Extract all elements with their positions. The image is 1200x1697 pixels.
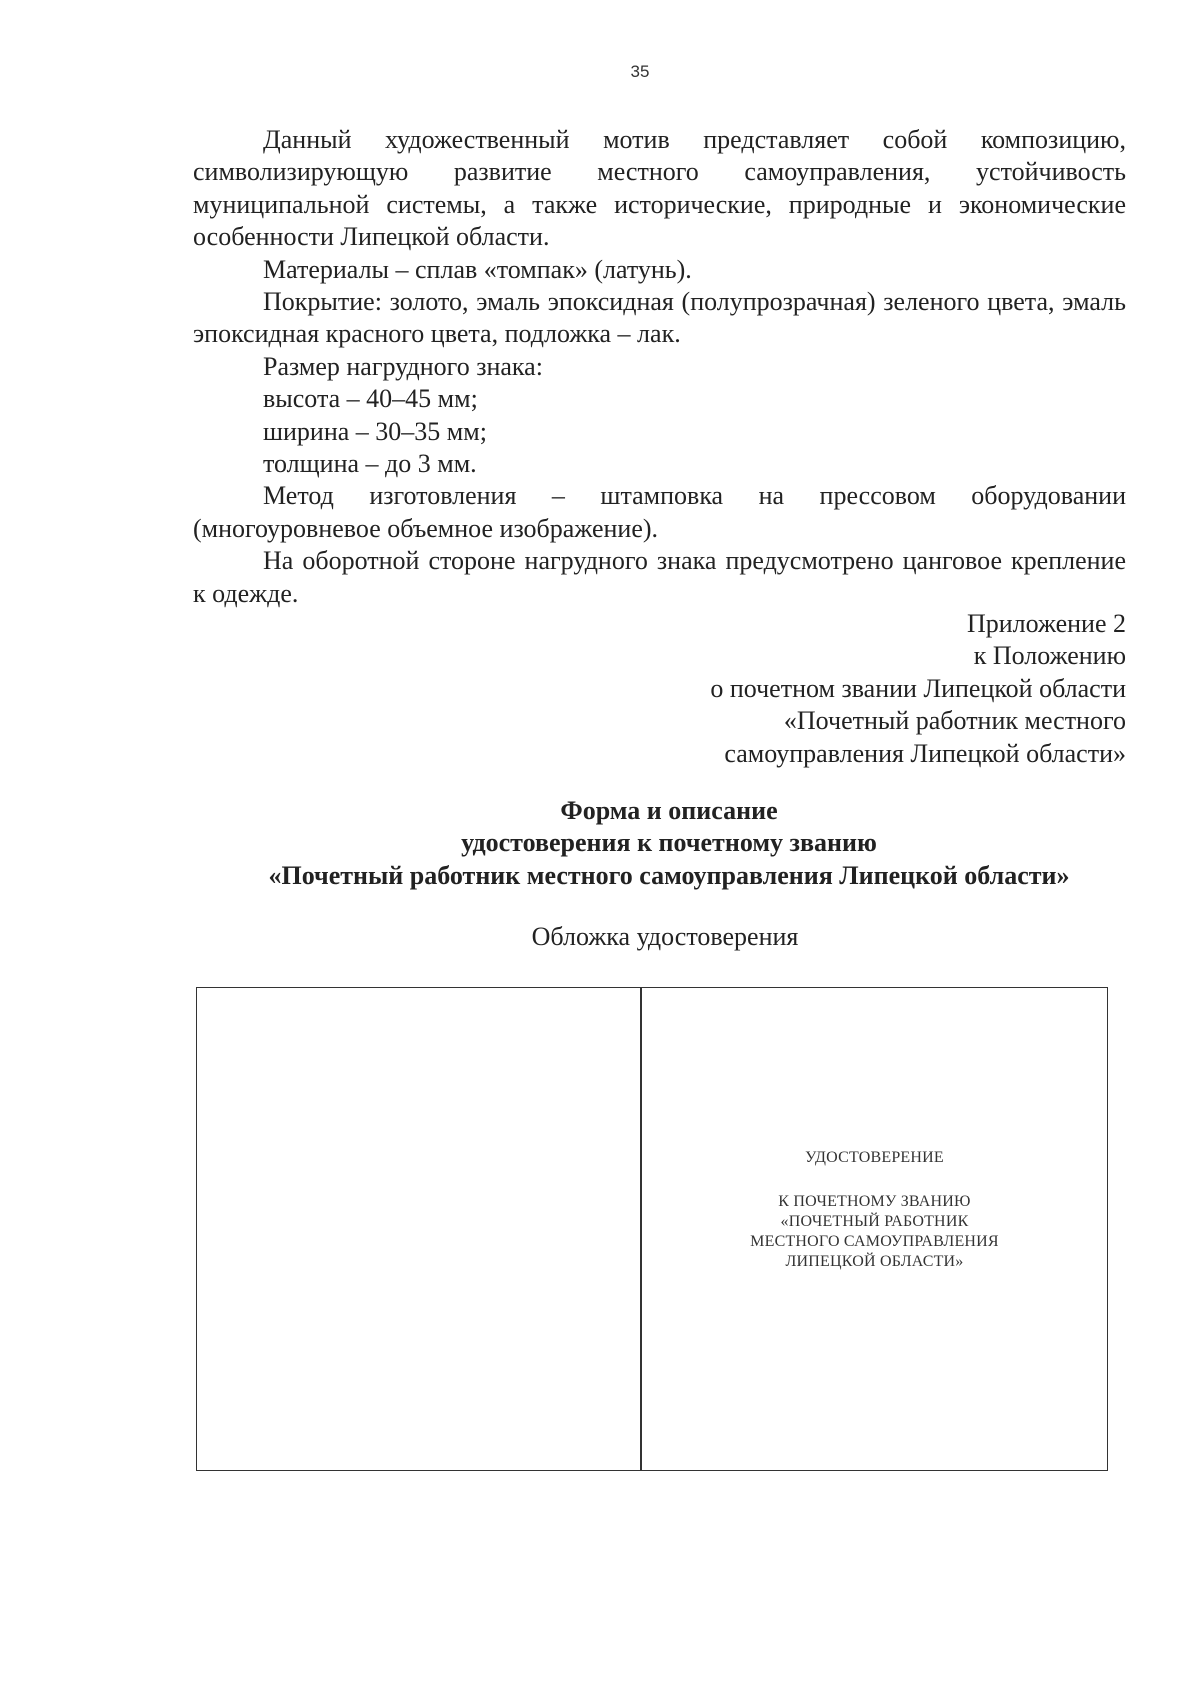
heading-line: удостоверения к почетному званию — [461, 828, 877, 858]
section-heading — [0, 795, 1200, 892]
cover-caption: Обложка удостоверения — [531, 922, 799, 951]
appendix-line: к Положению — [973, 641, 1126, 671]
heading-line: Форма и описание — [560, 796, 778, 825]
paragraph-thickness: толщина – до 3 мм. — [263, 449, 477, 479]
cover-subtitle-line: К ПОЧЕТНОМУ ЗВАНИЮ — [778, 1193, 971, 1210]
paragraph-coating: Покрытие: золото, эмаль эпоксидная (полупрозрачная) зеленого цвета, эмаль эпоксидная красного цвета, подложка – лак. — [193, 287, 1126, 349]
appendix-line: «Почетный работник местного — [783, 706, 1126, 736]
paragraph-width: ширина – 30–35 мм; — [263, 416, 487, 446]
paragraph-height: высота – 40–45 мм; — [263, 384, 478, 414]
cover-title: УДОСТОВЕРЕНИЕ — [805, 1149, 944, 1166]
cover-front-panel — [642, 988, 1107, 1470]
cover-subtitle-line: ЛИПЕЦКОЙ ОБЛАСТИ» — [785, 1253, 964, 1270]
body-text — [193, 124, 1126, 610]
appendix-line: о почетном звании Липецкой области — [710, 673, 1126, 703]
certificate-cover — [196, 987, 1108, 1471]
cover-subtitle-line: МЕСТНОГО САМОУПРАВЛЕНИЯ — [750, 1233, 999, 1250]
paragraph-motif: Данный художественный мотив представляет собой композицию, символизирующую развитие местного самоуправления, устойчивость муниципальной системы, а также исторические, природные и экономические особенности Липецкой области. — [193, 125, 1126, 252]
appendix-reference — [526, 608, 1126, 770]
cover-subtitle-line: «ПОЧЕТНЫЙ РАБОТНИК — [780, 1213, 969, 1230]
paragraph-materials: Материалы – сплав «томпак» (латунь). — [263, 254, 692, 284]
appendix-line: самоуправления Липецкой области» — [724, 738, 1126, 768]
paragraph-size: Размер нагрудного знака: — [263, 351, 543, 381]
appendix-line: Приложение 2 — [966, 609, 1126, 638]
heading-line: «Почетный работник местного самоуправления Липецкой области» — [268, 860, 1070, 890]
cover-subtitle — [642, 1192, 1107, 1272]
paragraph-method: Метод изготовления – штамповка на прессовом оборудовании (многоуровневое объемное изображение). — [193, 481, 1126, 543]
page-number: 35 — [630, 62, 650, 81]
paragraph-fastening: На оборотной стороне нагрудного знака предусмотрено цанговое крепление к одежде. — [193, 546, 1126, 608]
